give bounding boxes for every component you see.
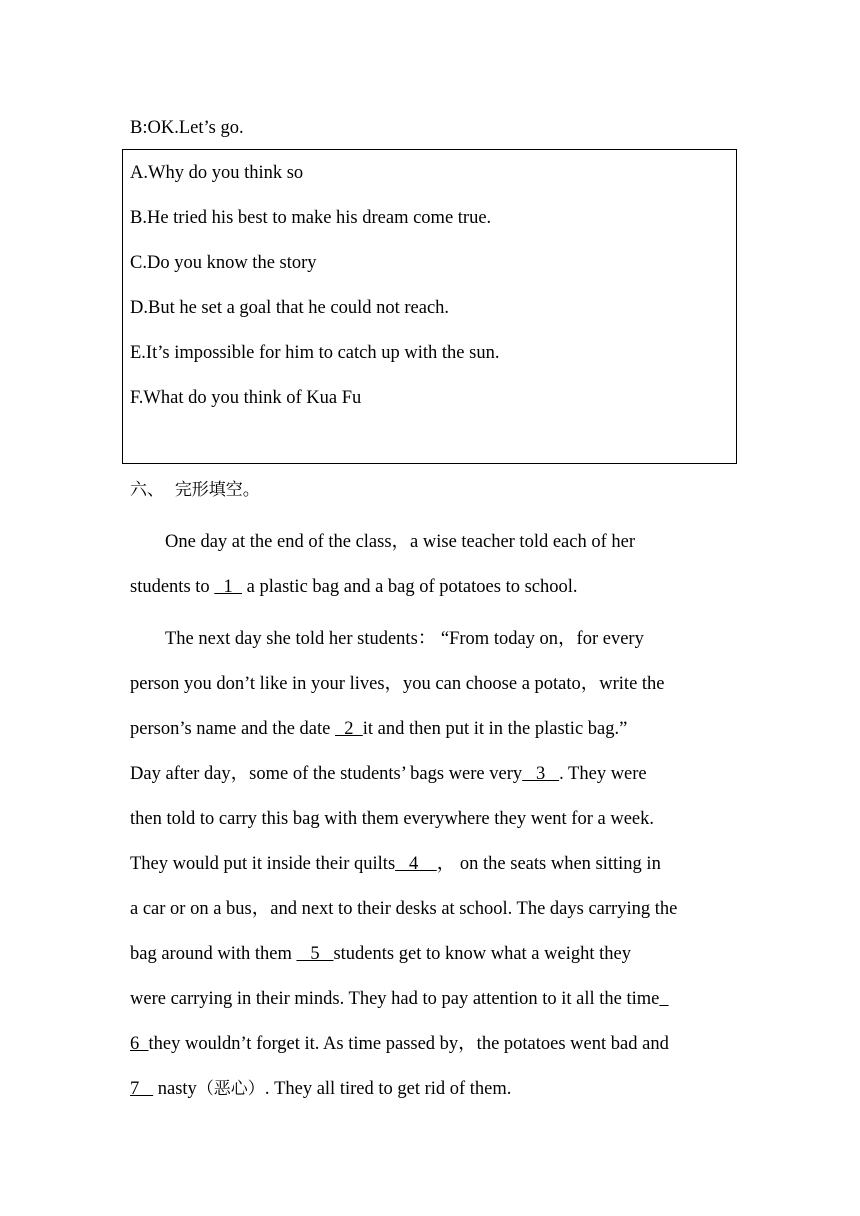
passage-text: They would put it inside their quilts <box>130 854 396 874</box>
passage-line <box>130 1077 511 1101</box>
option-f: F.What do you think of Kua Fu <box>130 388 362 408</box>
passage-line <box>130 987 669 1011</box>
passage-text: nasty <box>153 1079 197 1099</box>
passage-line <box>130 717 627 741</box>
passage-text: students to <box>130 577 215 597</box>
passage-line: The next day she told her students： “From today on，for every <box>165 629 644 649</box>
passage-text: person’s name and the date <box>130 719 335 739</box>
passage-line <box>130 852 661 876</box>
section-title: 完形填空。 <box>174 480 260 500</box>
passage-text: . They were <box>559 764 647 784</box>
blank-4: 4 <box>395 854 437 874</box>
passage-text: ， on the seats when sitting in <box>436 854 661 874</box>
passage-line: a car or on a bus，and next to their desks at school. The days carrying the <box>130 899 678 919</box>
passage-text: bag around with them <box>130 944 297 964</box>
passage-text: . They all tired to get rid of them. <box>264 1079 512 1099</box>
option-a: A.Why do you think so <box>130 163 304 183</box>
blank-1: 1 <box>214 577 243 597</box>
blank-3: 3 <box>522 764 560 784</box>
passage-line <box>130 575 578 599</box>
passage-line: person you don’t like in your lives，you can choose a potato，write the <box>130 674 665 694</box>
passage-line: then told to carry this bag with them everywhere they went for a week. <box>130 809 654 829</box>
chinese-gloss: （恶心） <box>196 1079 265 1099</box>
blank-5: 5 <box>296 944 334 964</box>
passage-line <box>130 942 631 966</box>
section-number: 六、 <box>130 480 164 500</box>
option-e: E.It’s impossible for him to catch up with the sun. <box>130 343 500 363</box>
passage-line: One day at the end of the class，a wise teacher told each of her <box>165 532 636 552</box>
option-c: C.Do you know the story <box>130 253 317 273</box>
blank-6-start <box>659 989 668 1009</box>
passage-text: a plastic bag and a bag of potatoes to school. <box>242 577 578 597</box>
passage-line <box>130 762 647 786</box>
passage-text: Day after day，some of the students’ bags were very <box>130 764 523 784</box>
passage-text: students get to know what a weight they <box>333 944 631 964</box>
passage-text: were carrying in their minds. They had to pay attention to it all the time <box>130 989 660 1009</box>
blank-6: 6 <box>130 1034 149 1054</box>
blank-7: 7 <box>130 1079 154 1099</box>
passage-text: they wouldn’t forget it. As time passed by，the potatoes went bad and <box>148 1034 669 1054</box>
passage-line <box>130 1032 669 1056</box>
option-d: D.But he set a goal that he could not reach. <box>130 298 450 318</box>
blank-2: 2 <box>334 719 363 739</box>
dialogue-end-line: B:OK.Let’s go. <box>130 118 244 138</box>
section-heading <box>130 478 260 502</box>
option-b: B.He tried his best to make his dream come true. <box>130 208 492 228</box>
passage-text: it and then put it in the plastic bag.” <box>362 719 628 739</box>
